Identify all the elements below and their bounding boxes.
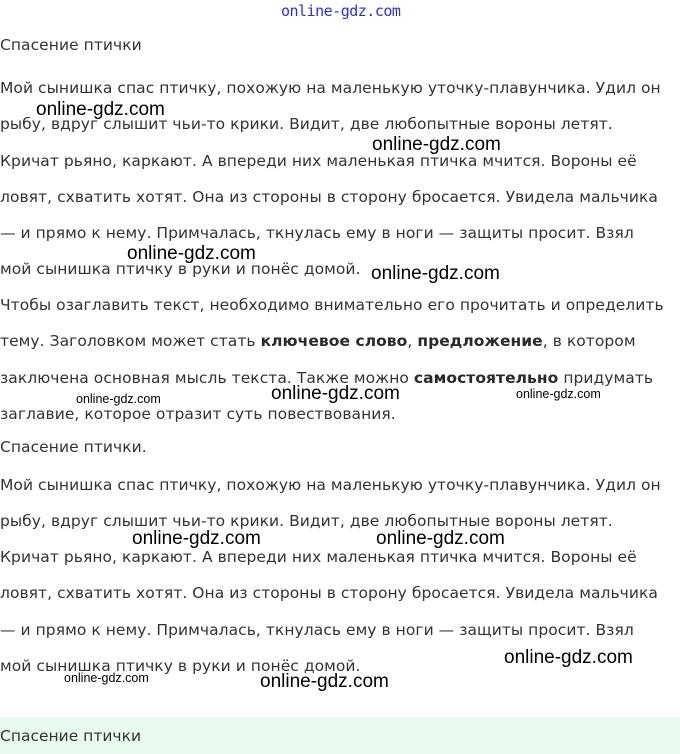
- watermark: online-gdz.com: [64, 671, 149, 685]
- section1-story-line: ловят, схватить хотят. Она из стороны в сторону бросается. Увидела мальчика: [0, 188, 658, 206]
- section2-title: Спасение птички.: [0, 438, 147, 456]
- explanation-text: , в котором: [542, 332, 636, 350]
- explanation-line-3: [0, 368, 653, 388]
- watermark: online-gdz.com: [36, 99, 165, 120]
- section1-story-line: Кричат рьяно, каркают. А впереди них маленькая птичка мчится. Вороны её: [0, 152, 637, 170]
- section1-story-line: мой сынишка птичку в руки и понёс домой.: [0, 260, 361, 278]
- section2-story-line: мой сынишка птичку в руки и понёс домой.: [0, 657, 361, 675]
- watermark: online-gdz.com: [372, 134, 501, 155]
- explanation-text: придумать: [558, 369, 654, 387]
- top-watermark: online-gdz.com: [281, 2, 401, 20]
- watermark: online-gdz.com: [504, 647, 633, 668]
- emphasis-independently: самостоятельно: [413, 369, 559, 387]
- watermark: online-gdz.com: [127, 243, 256, 264]
- answer-bar-title: Спасение птички: [0, 727, 142, 745]
- watermark: online-gdz.com: [260, 671, 389, 692]
- section2-story-line: рыбу, вдруг слышит чьи-то крики. Видит, две любопытные вороны летят.: [0, 512, 613, 530]
- watermark: online-gdz.com: [76, 392, 161, 406]
- explanation-text: ,: [407, 332, 418, 350]
- watermark: online-gdz.com: [271, 383, 400, 404]
- section2-story-line: ловят, схватить хотят. Она из стороны в сторону бросается. Увидела мальчика: [0, 584, 658, 602]
- emphasis-sentence: предложение: [417, 332, 543, 350]
- section1-story-line: Мой сынишка спас птичку, похожую на маленькую уточку-плавунчика. Удил он: [0, 79, 661, 97]
- watermark: online-gdz.com: [516, 387, 601, 401]
- section1-story-line: рыбу, вдруг слышит чьи-то крики. Видит, две любопытные вороны летят.: [0, 115, 613, 133]
- section2-story-line: Мой сынишка спас птичку, похожую на маленькую уточку-плавунчика. Удил он: [0, 476, 661, 494]
- watermark: online-gdz.com: [132, 528, 261, 549]
- explanation-line-2: [0, 331, 636, 351]
- explanation-text: тему. Заголовком может стать: [0, 332, 261, 350]
- answer-bar: [0, 717, 680, 754]
- explanation-line-1: Чтобы озаглавить текст, необходимо внимательно его прочитать и определить: [0, 296, 664, 314]
- section2-story-line: Кричат рьяно, каркают. А впереди них маленькая птичка мчится. Вороны её: [0, 548, 637, 566]
- explanation-text: заключена основная мысль текста. Также можно: [0, 369, 414, 387]
- section1-title: Спасение птички: [0, 36, 142, 54]
- section2-story-line: — и прямо к нему. Примчалась, ткнулась ему в ноги — защиты просит. Взял: [0, 621, 634, 639]
- explanation-line-4: заглавие, которое отразит суть повествования.: [0, 405, 396, 423]
- watermark: online-gdz.com: [371, 263, 500, 284]
- watermark: online-gdz.com: [376, 528, 505, 549]
- section1-story-line: — и прямо к нему. Примчалась, ткнулась ему в ноги — защиты просит. Взял: [0, 224, 634, 242]
- emphasis-key-word: ключевое слово: [260, 332, 408, 350]
